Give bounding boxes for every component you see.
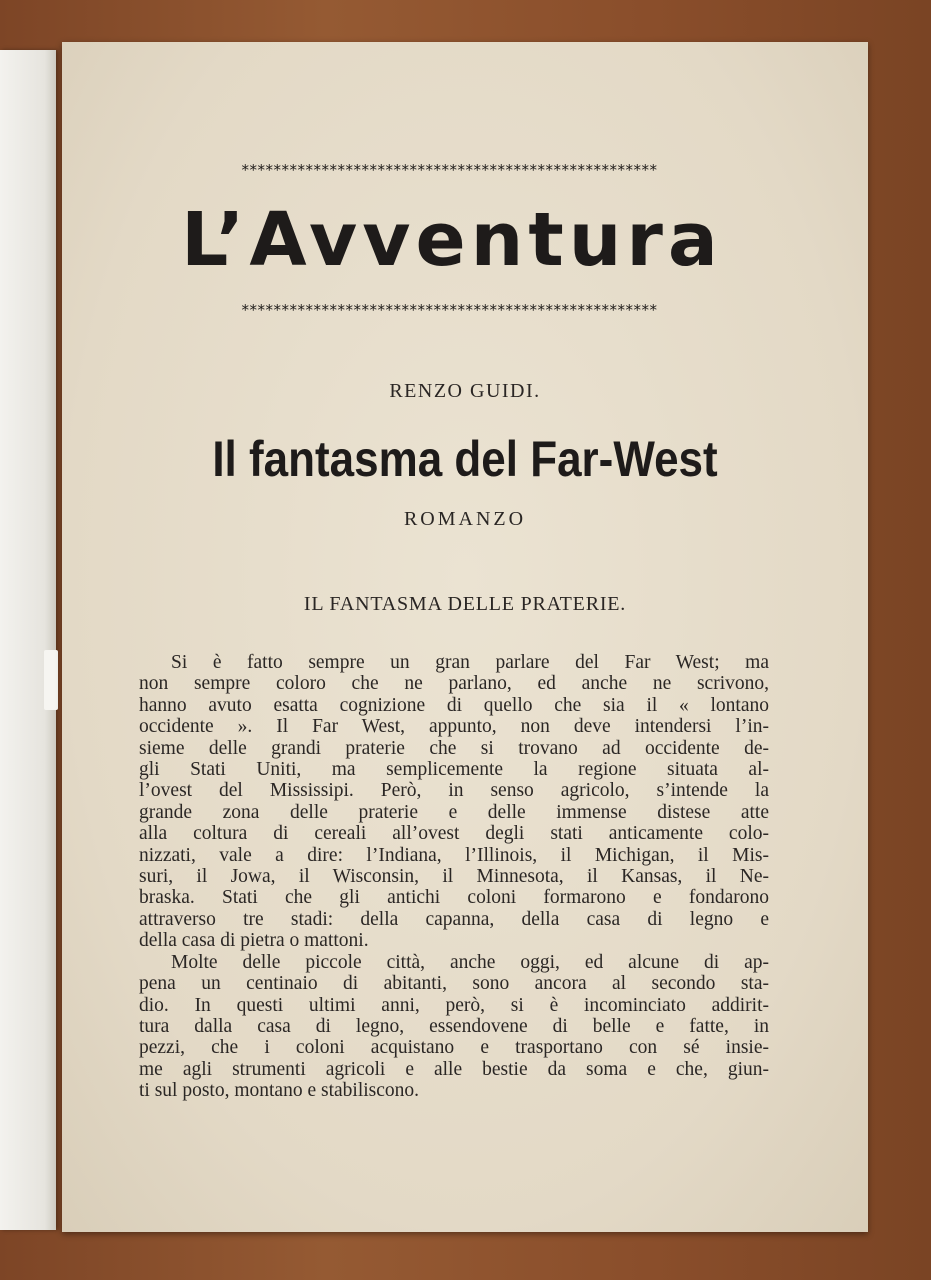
text-line: hanno avuto esatta cognizione di quello che sia il « lontano [139,694,769,716]
text-line: suri, il Jowa, il Wisconsin, il Minnesota, il Kansas, il Ne- [139,866,769,888]
text-line: l’ovest del Mississipi. Però, in senso agricolo, s’intende la [139,780,769,802]
paragraph [139,652,769,952]
text-line: Molte delle piccole città, anche oggi, ed alcune di ap- [171,951,769,973]
text-line: della casa di pietra o mattoni. [139,930,369,952]
genre-label: ROMANZO [403,508,527,530]
text-line: sieme delle grandi praterie che si trovano ad occidente de- [139,737,769,759]
binding-staple [44,650,58,710]
text-line: gli Stati Uniti, ma semplicemente la regione situata al- [139,759,769,781]
text-line: grande zona delle praterie e delle immense distese atte [139,801,769,823]
text-line: occidente ». Il Far West, appunto, non deve intendersi l’in- [139,716,769,738]
text-line: Si è fatto sempre un gran parlare del Far West; ma [171,652,769,673]
previous-page-edge [0,50,56,1230]
author-name: RENZO GUIDI. [389,380,541,402]
text-line: pezzi, che i coloni acquistano e trasportano con sé insie- [139,1037,769,1059]
text-line: ti sul posto, montano e stabiliscono. [139,1080,420,1102]
text-line: tura dalla casa di legno, essendovene di belle e fatte, in [139,1015,769,1037]
text-line: alla coltura di cereali all’ovest degli stati anticamente colo- [139,823,769,845]
text-line: pena un centinaio di abitanti, sono ancora al secondo sta- [139,973,769,995]
text-line: non sempre coloro che ne parlano, ed anche ne scrivono, [139,673,769,695]
masthead-title: L’Avventura [181,197,723,283]
chapter-heading: IL FANTASMA DELLE PRATERIE. [303,593,627,615]
text-line: dio. In questi ultimi anni, però, si è incominciato addirit- [139,994,769,1016]
paragraph [139,952,769,1102]
book-title: Il fantasma del Far-West [212,431,718,487]
body-text [139,652,769,1102]
book-page [62,42,868,1232]
text-line: braska. Stati che gli antichi coloni formarono e fondarono [139,887,769,909]
text-line: me agli strumenti agricoli e alle bestie da soma e che, giun- [139,1058,769,1080]
masthead-bottom-rule: **************************************************** [241,301,658,319]
text-line: attraverso tre stadi: della capanna, della casa di legno e [139,908,769,930]
text-line: nizzati, vale a dire: l’Indiana, l’Illinois, il Michigan, il Mis- [139,844,769,866]
masthead-top-rule: **************************************************** [241,161,658,179]
